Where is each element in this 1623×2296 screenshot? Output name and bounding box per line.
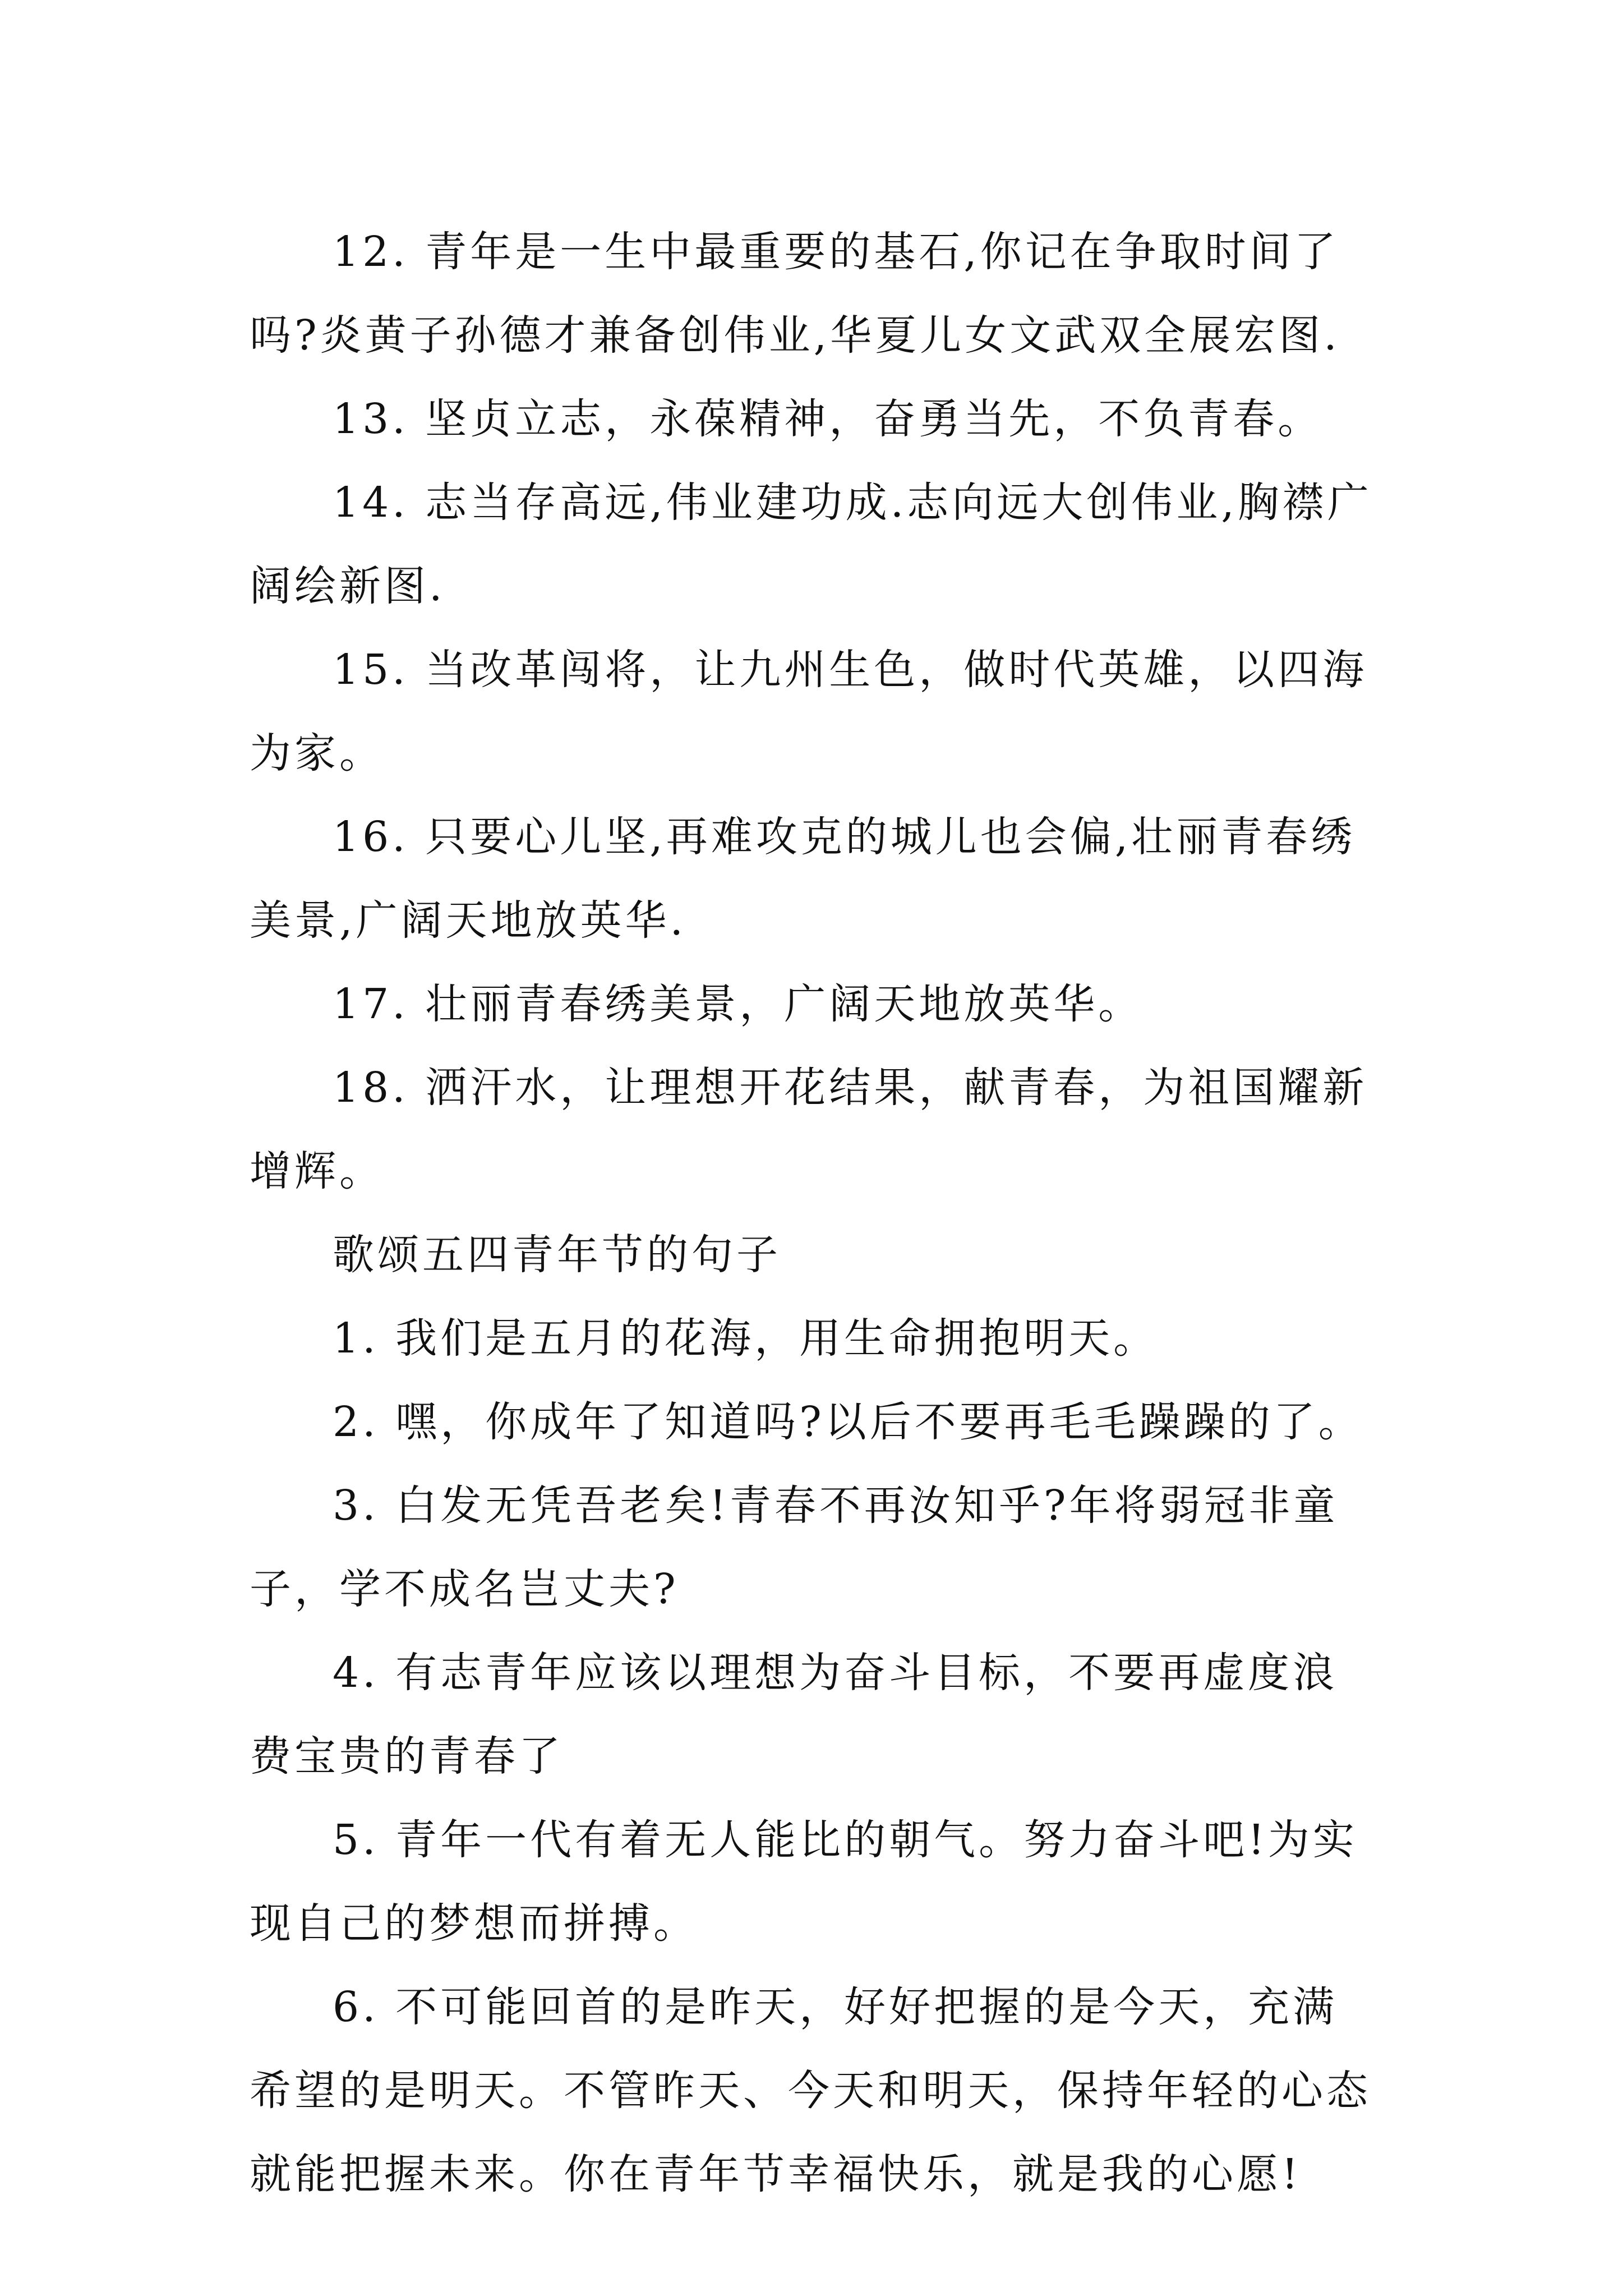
paragraph-item-15: 15. 当改革闯将，让九州生色，做时代英雄，以四海为家。 <box>250 646 1368 777</box>
section-heading: 歌颂五四青年节的句子 <box>333 1231 781 1279</box>
paragraph-item-13: 13. 坚贞立志，永葆精神，奋勇当先，不负青春。 <box>333 395 1323 443</box>
paragraph-item-4: 4. 有志青年应该以理想为奋斗目标，不要再虚度浪费宝贵的青春了 <box>250 1649 1338 1780</box>
document-body <box>250 210 1377 2216</box>
paragraph-item-1: 1. 我们是五月的花海，用生命拥抱明天。 <box>333 1314 1159 1363</box>
paragraph-item-17: 17. 壮丽青春绣美景，广阔天地放英华。 <box>333 980 1144 1028</box>
paragraph-item-3: 3. 白发无凭吾老矣!青春不再汝知乎?年将弱冠非童子，学不成名岂丈夫? <box>250 1481 1339 1613</box>
paragraph-item-16: 16. 只要心儿坚,再难攻克的城儿也会偏,壮丽青春绣美景,广阔天地放英华. <box>250 813 1356 945</box>
paragraph-item-14: 14. 志当存高远,伟业建功成.志向远大创伟业,胸襟广阔绘新图. <box>250 478 1372 610</box>
paragraph-item-5: 5. 青年一代有着无人能比的朝气。努力奋斗吧!为实现自己的梦想而拼搏。 <box>250 1816 1358 1948</box>
paragraph-item-18: 18. 洒汗水，让理想开花结果，献青春，为祖国耀新增辉。 <box>250 1064 1368 1195</box>
paragraph-item-12: 12. 青年是一生中最重要的基石,你记在争取时间了吗?炎黄子孙德才兼备创伟业,华夏儿女文武双全展宏图. <box>250 228 1340 360</box>
paragraph-item-6: 6. 不可能回首的是昨天，好好把握的是今天，充满希望的是明天。不管昨天、今天和明天，保持年轻的心态就能把握未来。你在青年节幸福快乐，就是我的心愿! <box>250 1983 1371 2198</box>
paragraph-item-2: 2. 嘿，你成年了知道吗?以后不要再毛毛躁躁的了。 <box>333 1398 1363 1446</box>
